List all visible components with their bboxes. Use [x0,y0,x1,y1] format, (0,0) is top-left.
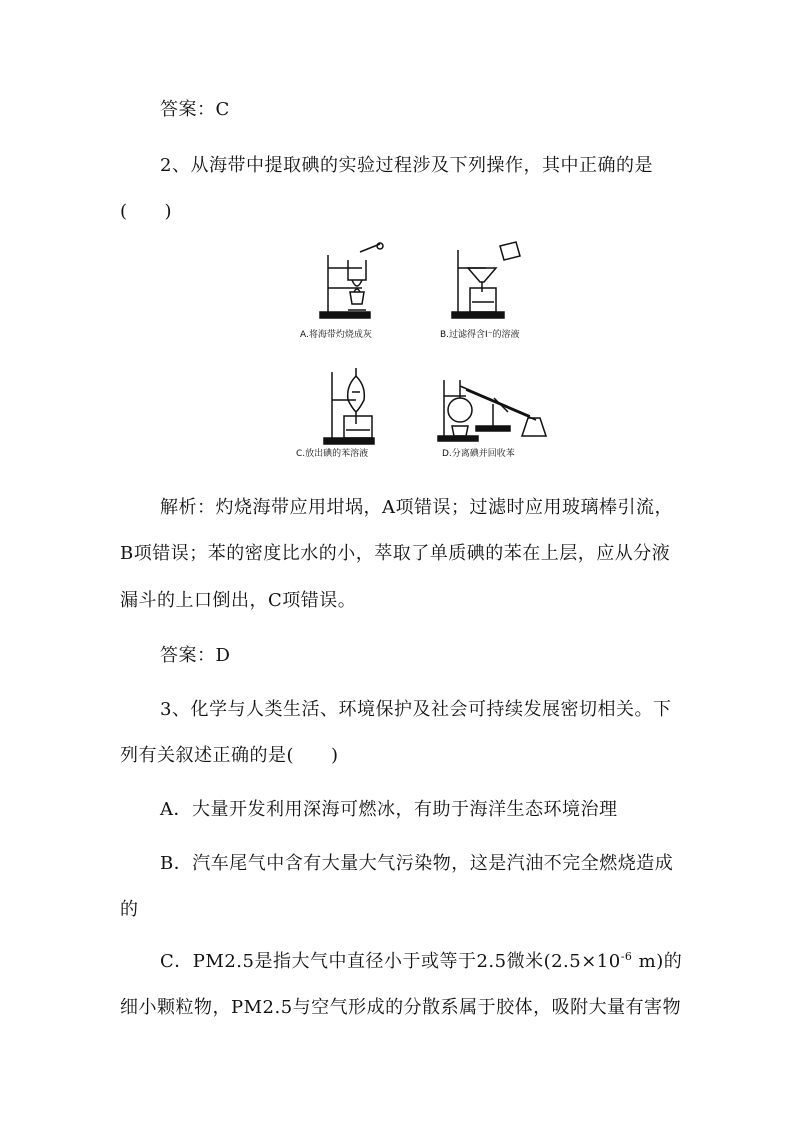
q2-stem-line1: 2、从海带中提取碘的实验过程涉及下列操作，其中正确的是 [160,155,653,176]
q3-stem-line2: 列有关叙述正确的是( ) [120,745,339,766]
apparatus-a-drawing [320,243,383,318]
q2-apparatus-figure [290,240,550,480]
q3-option-c-exponent: -6 [620,950,633,963]
q3-option-a: A．大量开发利用深海可燃冰，有助于海洋生态环境治理 [160,799,618,820]
q3-option-c-line1 [160,950,682,974]
caption-d: D.分离碘并回收苯 [442,449,515,459]
apparatus-diagrams [290,240,550,480]
q2-stem-line2: ( ) [120,201,173,222]
apparatus-d-drawing [438,380,546,441]
q3-stem-line1: 3、化学与人类生活、环境保护及社会可持续发展密切相关。下 [160,699,672,720]
q1-answer: 答案：C [160,99,230,120]
q2-analysis-line1: 解析：灼烧海带应用坩埚，A项错误；过滤时应用玻璃棒引流， [160,497,673,518]
q3-option-b-line1: B．汽车尾气中含有大量大气污染物，这是汽油不完全燃烧造成 [160,853,674,874]
q2-analysis-line2: B项错误；苯的密度比水的小，萃取了单质碘的苯在上层，应从分液 [120,543,671,564]
q3-option-c-pre: C．PM2.5是指大气中直径小于或等于2.5微米(2.5×10 [160,951,621,972]
apparatus-c-drawing [324,368,374,444]
caption-a: A.将海带灼烧成灰 [300,330,372,340]
q3-option-c-line2: 细小颗粒物，PM2.5与空气形成的分散系属于胶体，吸附大量有害物 [120,997,682,1018]
caption-b: B.过滤得含I⁻的溶液 [440,330,520,340]
caption-c: C.放出碘的苯溶液 [296,449,369,459]
apparatus-b-drawing [452,242,520,318]
q3-option-b-line2: 的 [120,899,139,920]
q2-answer: 答案：D [160,645,231,666]
q2-analysis-line3: 漏斗的上口倒出，C项错误。 [120,590,357,611]
q3-option-c-post: m)的 [632,951,683,972]
